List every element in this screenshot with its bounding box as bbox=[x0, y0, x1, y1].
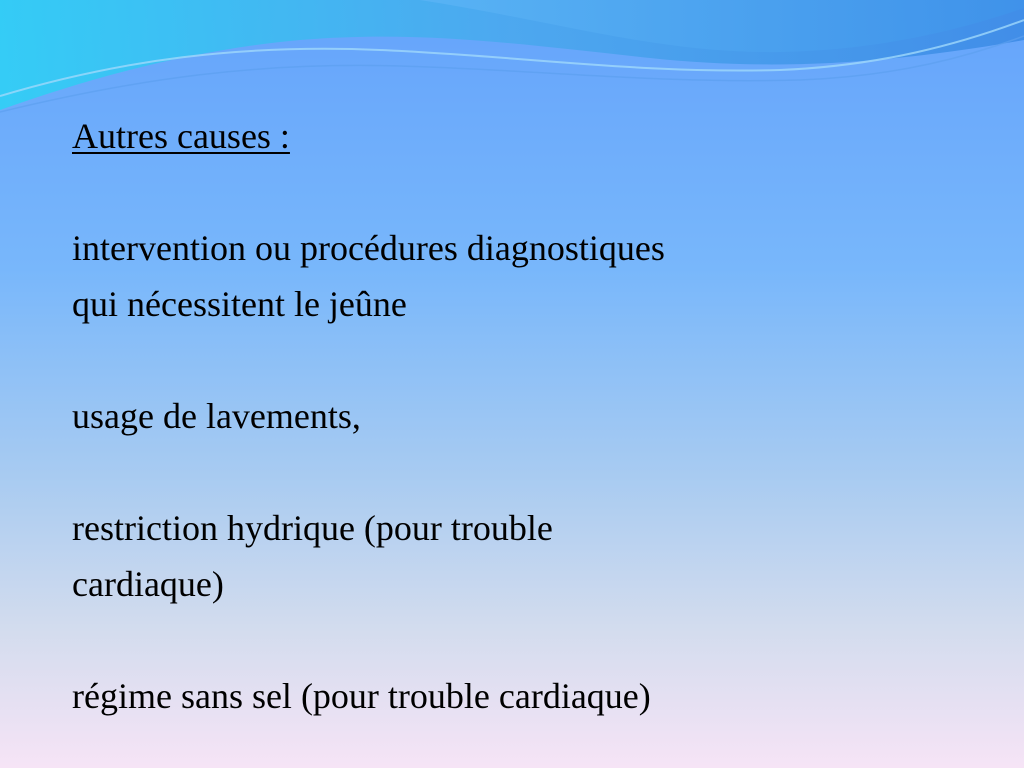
item-restriction-hydrique bbox=[72, 444, 972, 612]
item-intervention-line-2: qui nécessitent le jeûne bbox=[72, 284, 407, 324]
item-restriction-line-2: cardiaque) bbox=[72, 564, 224, 604]
slide-content bbox=[72, 108, 972, 724]
item-regime-line-1: régime sans sel (pour trouble cardiaque) bbox=[72, 676, 651, 716]
item-intervention-line-1: intervention ou procédures diagnostiques bbox=[72, 228, 665, 268]
item-lavements bbox=[72, 332, 972, 444]
item-regime-sans-sel bbox=[72, 612, 972, 724]
item-restriction-line-1: restriction hydrique (pour trouble bbox=[72, 508, 553, 548]
item-intervention bbox=[72, 164, 972, 332]
slide-heading: Autres causes : bbox=[72, 116, 290, 156]
item-lavements-line-1: usage de lavements, bbox=[72, 396, 361, 436]
